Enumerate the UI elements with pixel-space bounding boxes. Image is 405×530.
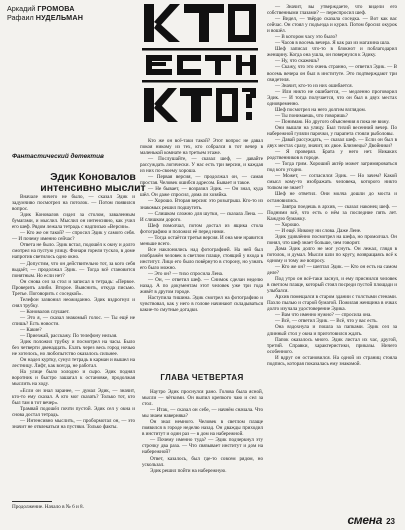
paragraph: — Коновалов слушает.	[20, 308, 70, 315]
paragraph: — Допустим, что он действительно тот, за кого себя выдаёт, — продолжал Эдик. — Тогда всё становится понятным. Но если нет?	[12, 260, 135, 279]
paragraph: Ответа не было. Эдик встал, подошёл к окну и долго смотрел на пустую улицу. Фонари горели тускло, в доме напротив светилось одно окно.	[12, 242, 135, 261]
paragraph: Папок оказалось много. Эдик листал их час, другой, третий. Справки, характеристики, приказы. Ничего особенного.	[267, 336, 397, 355]
paragraph: Трамвай подошёл почти пустой. Эдик сел у окна и снова достал тетрадь.	[12, 405, 135, 418]
authors-block	[7, 4, 83, 22]
text-column-4	[267, 4, 397, 512]
magazine-logo: смена	[347, 513, 383, 527]
genre-label: Фантастический детектив	[12, 153, 104, 160]
paragraph: — Часов в восемь вечера. Я как раз из магазина шла.	[275, 40, 391, 47]
paragraph: — Хорошо.	[275, 221, 301, 228]
paragraph: — Ну, что скажешь?	[275, 58, 320, 65]
paragraph: — Тогда грим. Хороший актёр может загримироваться под кого угодно.	[267, 161, 397, 174]
paragraph: — Первая версия, — продолжал он, — самая простая. Человек ошибся адресом. Бывает и такое.	[140, 174, 263, 187]
paragraph: Шеф не ответил. Они молча дошли до моста и остановились.	[267, 191, 397, 204]
paragraph: Шеф помолчал, потом достал из ящика стола фотографию и положил её перед ними.	[140, 222, 263, 235]
paragraph: — Послушайте, — сказал шеф, — давайте рассуждать логически. У нас есть три версии, и каждая из них по-своему хороша.	[140, 156, 263, 175]
paragraph: — Давай рассуждать, — сказал шеф. — Если он был в двух местах сразу, значит, их двое. Близнецы? Двойники?	[267, 137, 397, 150]
paragraph: — Я проверял. Брата у него нет. Никаких родственников в городе.	[267, 149, 397, 162]
paragraph: — Итак, — сказал он себе, — начнём сначала. Что мы знаем наверняка?	[142, 407, 263, 420]
page-number: 23	[386, 517, 395, 526]
paragraph: — Это он? — тихо спросила Лена.	[148, 271, 224, 278]
paragraph: Он знал немного. Человек в светлом плаще появился в городе неделю назад. Он дважды приходил в институт и один раз — в дом на набережной.	[142, 419, 263, 438]
paragraph: — Ты понимаешь, что говоришь?	[275, 112, 348, 119]
paragraph: Архив помещался в старом здании с толстыми стенами. Пахло пылью и старой бумагой. Пожилая женщина в очках долго изучала удостоверение Эдика.	[267, 294, 397, 313]
paragraph: — Значит, кто-то из них ошибается.	[275, 82, 353, 89]
chapter-heading: ГЛАВА ЧЕТВЕРТАЯ	[160, 373, 244, 382]
paragraph: Эдик положил трубку и посмотрел на часы. Было без четверти двенадцать. Ехать через весь город ночью не хотелось, но любопытство оказалось сильнее.	[12, 339, 135, 358]
paragraph: Она вздохнула и пошла за папками. Эдик сел за длинный стол у окна и приготовился ждать.	[267, 324, 397, 337]
paragraph: — Всё, — ответил Эдик. — Всё, что у вас есть.	[275, 318, 378, 325]
paragraph: Телефон зазвонил неожиданно. Эдик вздрогнул и снял трубку.	[12, 296, 135, 309]
paragraph: Он снова сел за стол и записал в тетрадь: «Первое. Проверить алиби. Второе. Выяснить, откуда письмо. Третье. Поговорить с соседкой».	[12, 278, 135, 297]
paragraph: — Кто же он такой? — спросил Эдик у самого себя. — И почему именно сейчас?	[12, 230, 135, 243]
paragraph: Наутро Эдик проснулся рано. Голова была ясной, мысли — чёткими. Он выпил крепкого чаю и сел за стол.	[142, 389, 263, 408]
paragraph: — Хорошо. Вторая версия: это розыгрыш. Кто-то из знакомых решил подшутить.	[140, 198, 263, 211]
paragraph: Вначале ничего не было, — сказал Эдик и задумчиво посмотрел на потолок. — Потом появился вопрос.	[12, 194, 135, 213]
text-column-3	[142, 389, 263, 492]
paragraph: — Значит, вы утверждаете, что видели его собственными глазами? — переспросил шеф.	[267, 4, 397, 17]
paragraph: «Если он знал заранее, — думал Эдик, — значит, кто-то ему сказал. А кто мог сказать? Только тот, кто был там в тот вечер».	[12, 387, 135, 406]
author-last-name: НУДЕЛЬМАН	[35, 13, 84, 22]
paragraph: — В котором часу это было?	[275, 34, 338, 41]
title-line: интенсивно мыслит	[40, 182, 146, 194]
paragraph: Ответ, казалось, был где-то совсем рядом, но ускользал.	[142, 455, 263, 468]
paragraph: Эдик Коновалов сидел за столом, заваленным бумагами, и мыслил. Мыслил он интенсивно, как учил его шеф. Рядом лежала тетрадь с надписью «Версии».	[12, 212, 135, 231]
paragraph: — Это я, — сказал знакомый голос. — Ты ещё не спишь? Есть новости.	[12, 314, 135, 327]
paragraph: — Завтра поедешь в архив, — сказал наконец шеф. — Подними всё, что есть о нём за последние пять лет. Каждую бумажку.	[267, 203, 397, 222]
story-title	[34, 172, 152, 194]
paragraph: — Понимаю. Но другого объяснения я пока не вижу.	[275, 118, 390, 125]
paragraph: — Вам что именно нужно? — спросила она.	[275, 312, 372, 319]
paragraph: — Тогда остаётся третья версия. И она мне нравится меньше всего.	[140, 234, 263, 247]
footnote: Продолжение. Начало в № 6 и 8.	[12, 504, 84, 510]
title-line: Эдик Коновалов	[50, 171, 136, 183]
author-last-name: ГРОМОВА	[37, 4, 75, 13]
paragraph: Кто же он всё-таки такой? Этот вопрос не давал покоя никому из тех, кто собрался в тот вечер в маленькой комнате на третьем этаже.	[140, 138, 263, 157]
page-footer	[347, 511, 395, 529]
paragraph: — И ещё. Никому ни слова. Даже Лене.	[275, 227, 362, 234]
paragraph: — Приезжай, расскажу. По телефону нельзя.	[20, 333, 118, 340]
text-column-1	[12, 194, 135, 490]
paragraph: — Видел, — твёрдо сказала соседка. — Вот как вас сейчас. Он стоял у подъезда и курил. Потом бросил окурок и вошёл.	[267, 16, 397, 35]
text-column-2	[140, 138, 263, 351]
paragraph: Дома Эдик долго не мог уснуть. Он лежал, глядя в потолок, и думал. Мысли шли по кругу, возвращаясь всё к одному и тому же вопросу.	[267, 245, 397, 264]
paragraph: — Он, — ответил шеф. — Снимок сделан неделю назад. А по документам этот человек уже три года живёт в другом городе.	[140, 277, 263, 296]
paragraph: — Скажу, что это очень странно, — ответил Эдик. — В восемь вечера он был в институте. Это подтверждают три свидетеля.	[267, 64, 397, 83]
author-line-1	[7, 4, 83, 13]
paragraph: На улице было холодно и сыро. Эдик поднял воротник и быстро зашагал к остановке, продолжая мыслить на ходу.	[12, 369, 135, 388]
paragraph: Шеф записал что-то в блокнот и поблагодарил женщину. Когда она ушла, он повернулся к Эдику.	[267, 46, 397, 59]
author-first-name: Аркадий	[7, 4, 36, 13]
paragraph: — Кто же он? — шептал Эдик. — Кто он есть на самом деле?	[267, 264, 397, 277]
paragraph: Эдик решил пойти на набережную.	[150, 467, 227, 474]
paragraph: Шеф посмотрел на него долгим взглядом.	[275, 106, 366, 113]
paragraph: И вдруг он остановился. На одной из страниц стояла подпись, которая показалась ему знакомой.	[267, 354, 397, 367]
paragraph: — Не бывает, — возразил Эдик. — Он знал, куда шёл. Он даже спросил, дома ли хозяйка.	[140, 186, 263, 199]
title-poster-illustration	[140, 2, 260, 126]
paragraph: — Почему именно туда? — Эдик подчеркнул эту строчку два раза. — Что связывает институт и дом на набережной?	[142, 437, 263, 456]
footnote-divider	[12, 501, 52, 502]
paragraph: — Слишком сложно для шутки, — сказала Лена. — И слишком дорого.	[140, 210, 263, 223]
paragraph: Все наклонились над фотографией. На ней был изображён человек в светлом плаще, стоящий у входа в институт. Лицо его было повёрнуто в сторону, но узнать его было можно.	[140, 246, 263, 271]
paragraph: Наступила тишина. Эдик смотрел на фотографию и чувствовал, как у него в голове начинают складываться какие-то смутные догадки.	[140, 295, 263, 314]
author-line-2	[7, 13, 83, 22]
paragraph: Он надел куртку, сунул тетрадь в карман и вышел на лестницу. Лифт, как всегда, не работал.	[12, 357, 135, 370]
paragraph: — Или никто не ошибается, — медленно проговорил Эдик. — И тогда получается, что он был в двух местах одновременно.	[267, 88, 397, 107]
paragraph: Под утро он всё-таки заснул, и ему приснился человек в светлом плаще, который стоял посреди пустой площади и улыбался.	[267, 276, 397, 295]
paragraph: — Интенсивно мыслить, — пробормотал он, — это значит не отвлекаться на пустяки. Только факты.	[12, 417, 135, 430]
paragraph: Эдик удивлённо посмотрел на шефа, но промолчал. Он понял, что шеф знает больше, чем говорит.	[267, 233, 397, 246]
paragraph: Они вышли на улицу. Был тихий весенний вечер. По набережной гуляли парочки, у парапета стояли рыболовы.	[267, 124, 397, 137]
author-first-name: Рафаил	[7, 13, 34, 22]
paragraph: — Может, — согласился Эдик. — Но зачем? Какой смысл кому-то изображать человека, которого никто толком не знает?	[267, 173, 397, 192]
paragraph: — Какие?	[20, 327, 42, 334]
